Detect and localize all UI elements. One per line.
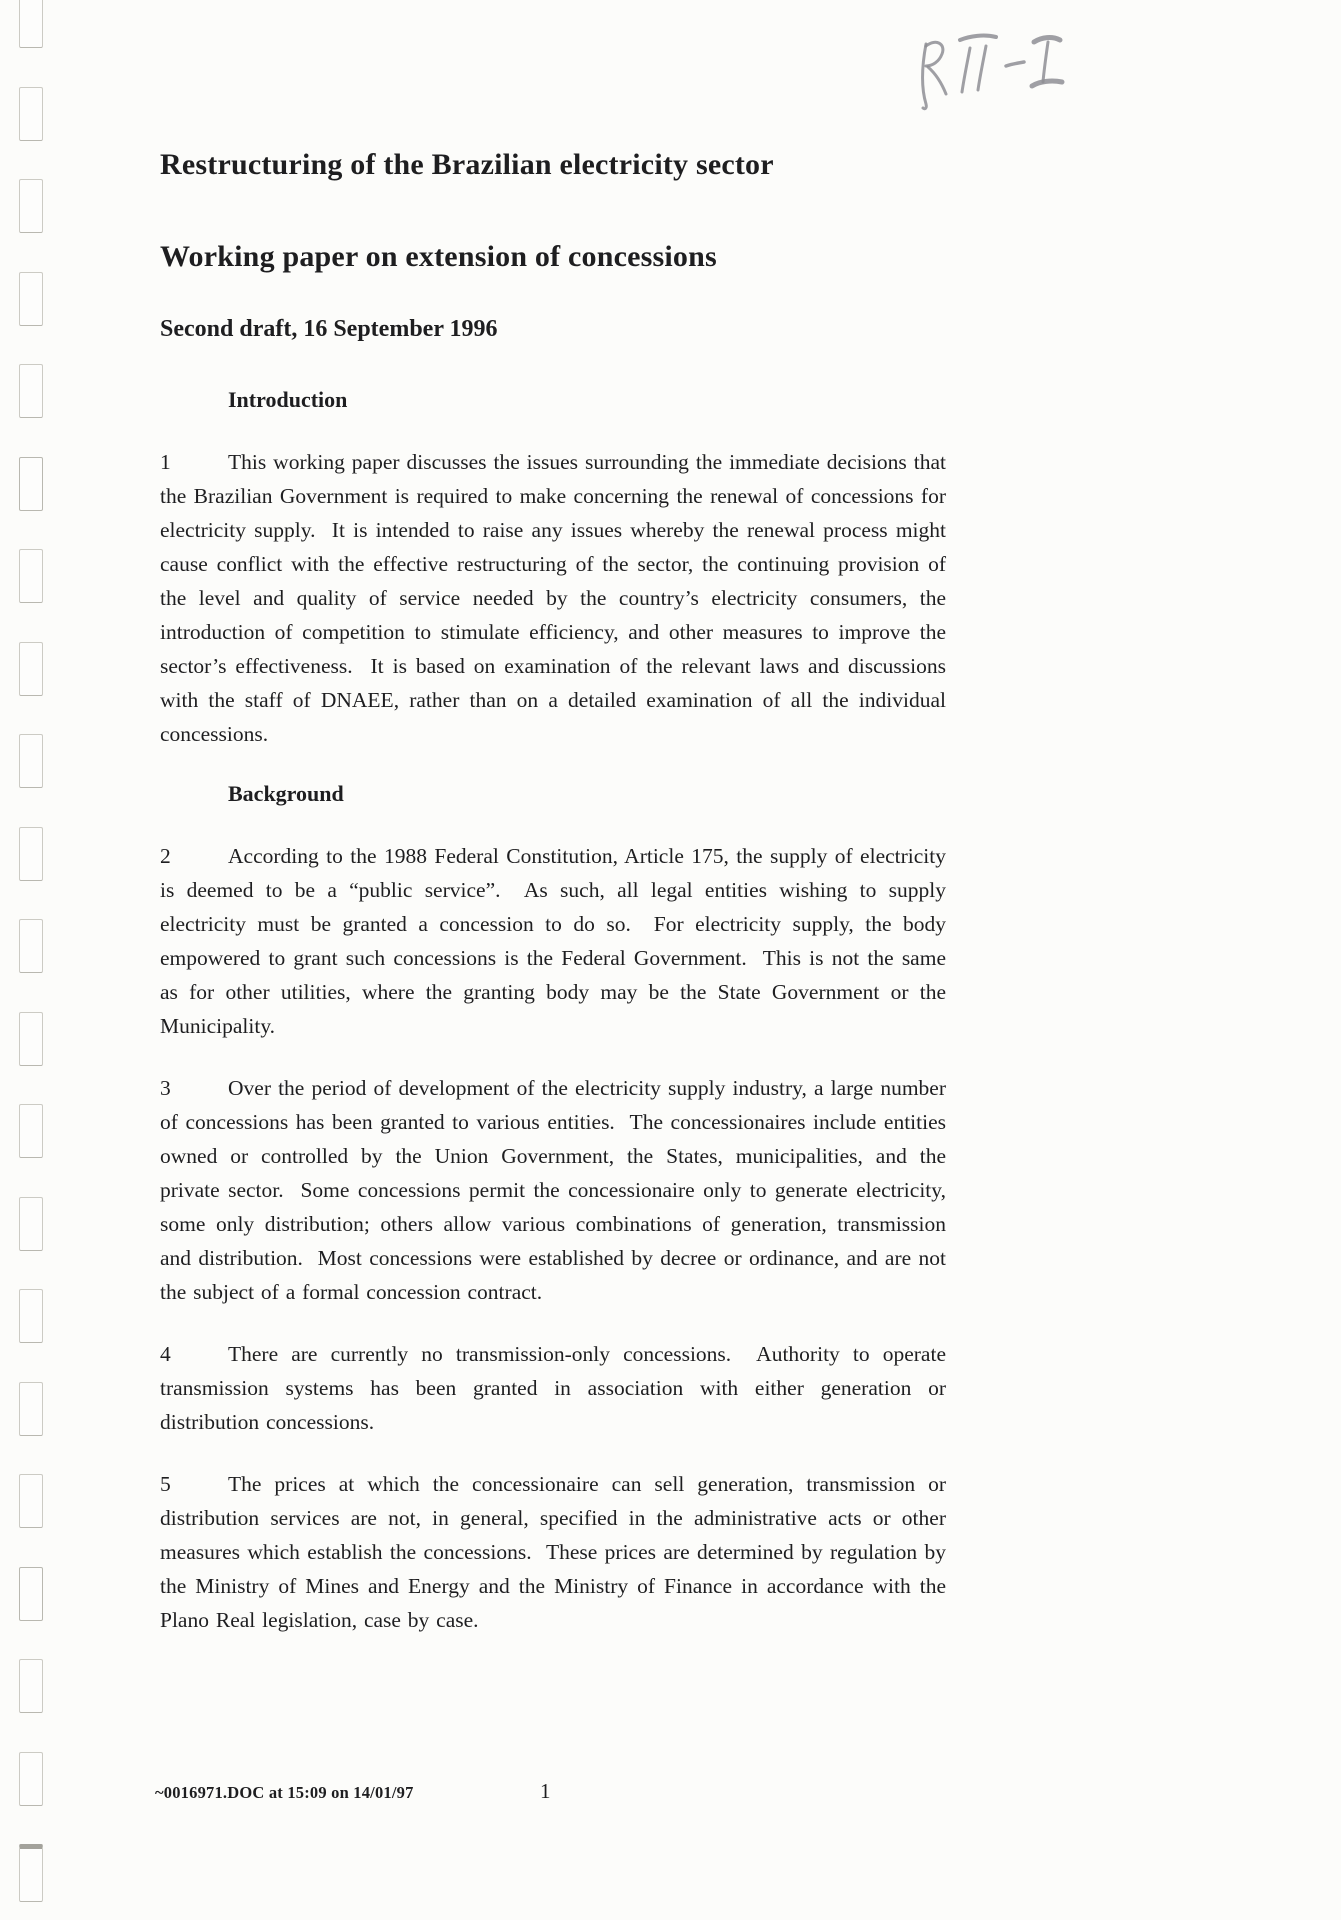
binder-hole (19, 1197, 43, 1251)
paragraph-number: 3 (160, 1076, 171, 1100)
section-heading-introduction: Introduction (228, 387, 348, 412)
paragraph-5 (160, 1467, 953, 1637)
binder-hole (19, 827, 43, 881)
binder-hole (19, 87, 43, 141)
paragraph-3 (160, 1071, 953, 1309)
paragraph-text: According to the 1988 Federal Constitution, Article 175, the supply of electricity is deemed to be a “public service”. As such, all legal entities wishing to supply electricity must be granted a concession to do so. For electricity supply, the body empowered to grant such concessions is the Federal Government. This is not the same as for other utilities, where the granting body may be the State Government or the Municipality. (160, 844, 953, 1038)
paragraph-number: 4 (160, 1342, 171, 1366)
paragraph-text: Over the period of development of the electricity supply industry, a large number of concessions has been granted to various entities. The concessionaires include entities owned or controlled by the Union Government, the States, municipalities, and the private sector. Some concessions permit the concessionaire only to generate electricity, some only distribution; others allow various combinations of generation, transmission and distribution. Most concessions were established by decree or ordinance, and are not the subject of a formal concession contract. (160, 1076, 953, 1304)
document-body (160, 145, 953, 1665)
paragraph-text: This working paper discusses the issues surrounding the immediate decisions that the Brazilian Government is required to make concerning the renewal of concessions for electricity supply. It is intended to raise any issues whereby the renewal process might cause conflict with the effective restructuring of the sector, the continuing provision of the level and quality of service needed by the country’s electricity consumers, the introduction of competition to stimulate efficiency, and other measures to improve the sector’s effectiveness. It is based on examination of the relevant laws and discussions with the staff of DNAEE, rather than on a detailed examination of all the individual concessions. (160, 450, 953, 746)
paragraph-number: 2 (160, 844, 171, 868)
binder-hole (19, 549, 43, 603)
binder-hole (19, 179, 43, 233)
binder-hole (19, 1382, 43, 1436)
binder-hole (19, 642, 43, 696)
binder-hole (19, 1567, 43, 1621)
binder-hole (19, 457, 43, 511)
handwritten-annotation (912, 26, 1072, 116)
binder-hole (19, 364, 43, 418)
binder-hole (19, 1752, 43, 1806)
binder-hole (19, 1289, 43, 1343)
binder-hole (19, 0, 43, 48)
binder-hole (19, 1474, 43, 1528)
paragraph-number: 5 (160, 1472, 171, 1496)
paragraph-2 (160, 839, 953, 1043)
document-title-line2: Working paper on extension of concessions (160, 240, 717, 273)
binder-hole (19, 1844, 43, 1902)
binder-hole (19, 734, 43, 788)
document-title-line1: Restructuring of the Brazilian electricity sector (160, 148, 774, 181)
binder-holes-column (0, 0, 60, 1920)
paragraph-4 (160, 1337, 953, 1439)
binder-hole (19, 1104, 43, 1158)
draft-version-line: Second draft, 16 September 1996 (160, 316, 498, 342)
binder-hole (19, 1012, 43, 1066)
footer-page-number: 1 (540, 1779, 551, 1803)
paragraph-number: 1 (160, 450, 171, 474)
binder-hole (19, 272, 43, 326)
section-heading-background: Background (228, 781, 344, 806)
paragraph-text: There are currently no transmission-only concessions. Authority to operate transmission systems has been granted in association with either generation or distribution concessions. (160, 1342, 953, 1434)
footer-doc-info: ~0016971.DOC at 15:09 on 14/01/97 (155, 1783, 414, 1802)
binder-hole (19, 1659, 43, 1713)
paragraph-text: The prices at which the concessionaire can sell generation, transmission or distribution services are not, in general, specified in the administrative acts or other measures which establish the concessions. These prices are determined by regulation by the Ministry of Mines and Energy and the Ministry of Finance in accordance with the Plano Real legislation, case by case. (160, 1472, 953, 1632)
binder-hole (19, 919, 43, 973)
paragraph-1 (160, 445, 953, 751)
